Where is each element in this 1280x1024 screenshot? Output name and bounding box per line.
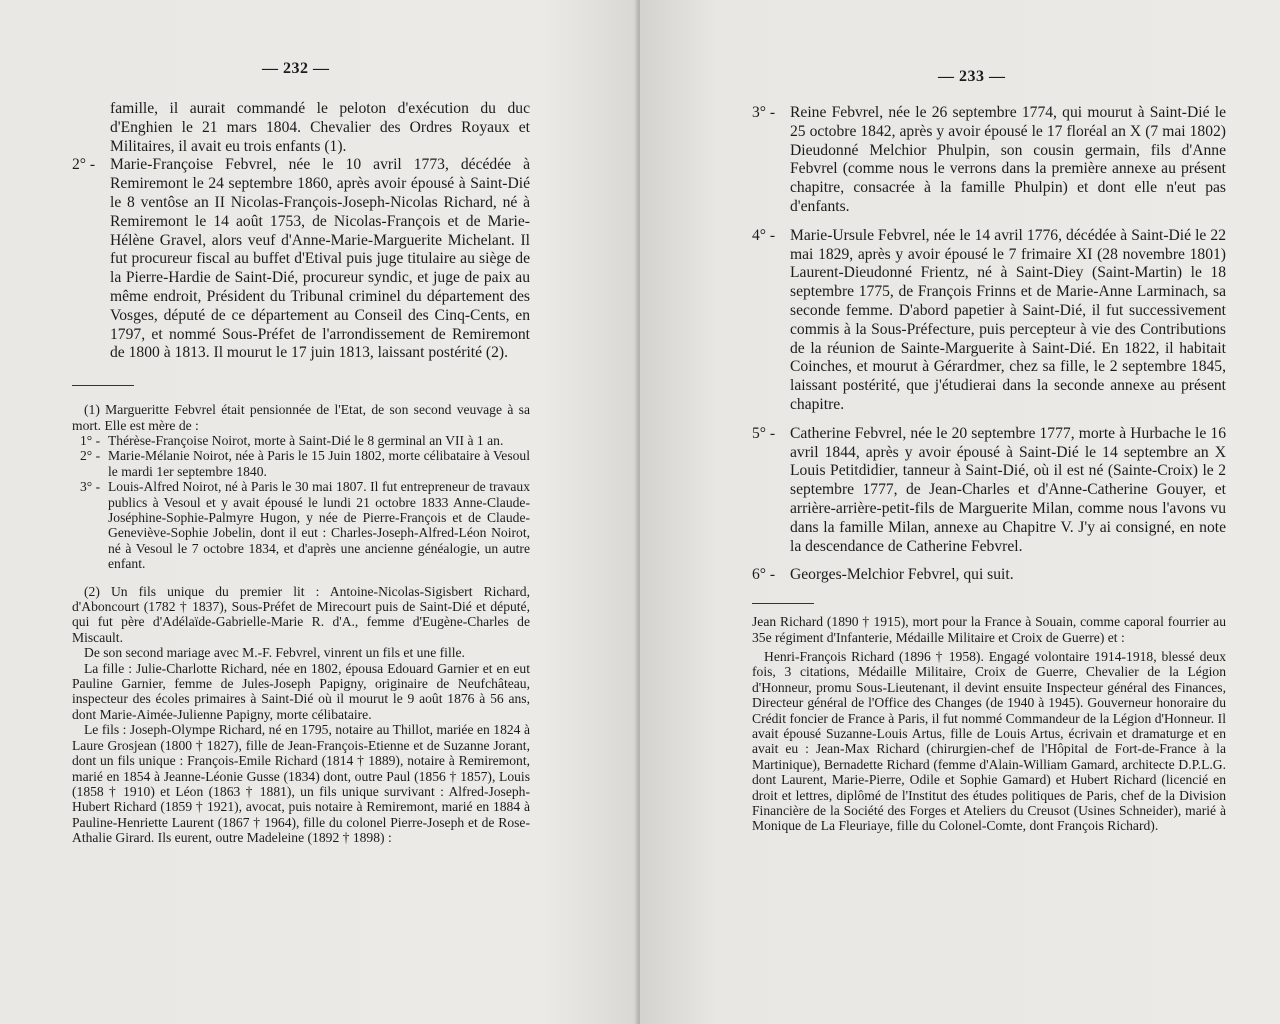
page-number-left: — 232 —: [262, 60, 330, 77]
entry-marker: 3° -: [752, 104, 776, 121]
footnote-p2: Henri-François Richard (1896 † 1958). Engagé volontaire 1914-1918, blessé deux fois, 3 citations, Médaille Militaire, Croix de Guerre, Chevalier de la Légion d'Honneur, promu Sous-Lieutenant, il devint ensuite Inspecteur général des Finances, Directeur général de l'Office des Changes (de 1940 à 1945). Gouverneur honoraire du Crédit foncier de France à Paris, il fut nommé Commandeur de la Légion d'Honneur. Il avait épousé Suzanne-Louis Artus, fille de Louis Artus, écrivain et dramaturge et en avait eu : Jean-Max Richard (chirurgien-chef de l'Hôpital de Fort-de-France à la Martinique), Bernadette Richard (femme d'Alain-William Gamard, architecte D.P.L.G. dont Laurent, Marie-Pierre, Odile et Sophie Gamard) et Hubert Richard (licencié en droit et lettres, diplômé de l'Institut des études politiques de Paris, chef de la Division Financière de la Société des Forges et Ateliers du Creusot (Usines Schneider), marié à Monique de La Fleuriaye, fille du Colonel-Comte, dont François Richard).: [752, 648, 1226, 834]
entry-text: Georges-Melchior Febvrel, qui suit.: [790, 566, 1014, 584]
entry-3: [752, 104, 1226, 217]
item-text: Louis-Alfred Noirot, né à Paris le 30 mai 1807. Il fut entrepreneur de travaux publics à Vesoul et y avait épousé le lundi 21 octobre 1833 Anne-Claude-Joséphine-Sophie-Palmyre Hugon, y née de Pierre-François et de Claude-Geneviève-Sophie Jobelin, dont il eut : Charles-Joseph-Alfred-Léon Noirot, né à Vesoul le 7 octobre 1834, et d'après une ancienne généalogie, un autre enfant.: [108, 479, 530, 572]
entry-marker: 6° -: [752, 566, 776, 584]
right-page: [640, 0, 1280, 1024]
footnote-2: [72, 584, 530, 846]
item-marker: 1° -: [80, 432, 101, 448]
right-page-body: [752, 104, 1226, 834]
footnote-1: [72, 402, 530, 571]
footnote-2-p4: Le fils : Joseph-Olympe Richard, né en 1795, notaire au Thillot, mariée en 1824 à Laure Grosjean (1800 † 1827), fille de Jean-François-Etienne et de Suzanne Jorant, dont un fils unique : François-Emile Richard (1814 † 1889), notaire à Remiremont, marié en 1854 à Jeanne-Léonie Gusse (1834) dont, outre Paul (1856 † 1857), Louis (1858 † 1910) et Léon (1863 † 1881), un fils unique survivant : Alfred-Joseph-Hubert Richard (1859 † 1921), avocat, puis notaire à Remiremont, marié en 1884 à Pauline-Henriette Laurent (1867 † 1964), fille du colonel Pierre-Joseph et de Rose-Athalie Girard. Ils eurent, outre Madeleine (1892 † 1898) :: [72, 722, 530, 846]
entry-text: Catherine Febvrel, née le 20 septembre 1777, morte à Hurbache le 16 avril 1844, après y avoir épousé à Saint-Dié le 14 septembre an X Louis Petitdidier, tanneur à Saint-Dié, où il est né (Sainte-Croix) le 2 septembre 1777, de Jean-Charles et d'Anne-Catherine Gouyer, et arrière-arrière-petit-fils de Marguerite Milan, comme nous l'avons vu dans la famille Milan, annexe au Chapitre V. J'y ai consigné, en note la descendance de Catherine Febvrel.: [790, 424, 1226, 555]
entry-4: [752, 227, 1226, 415]
entry-text: Marie-Françoise Febvrel, née le 10 avril 1773, décédée à Remiremont le 24 septembre 1860, après avoir épousé à Saint-Dié le 8 ventôse an II Nicolas-François-Joseph-Nicolas Richard, né à Remiremont le 14 août 1753, de Nicolas-François et de Marie-Hélène Gravel, alors veuf d'Anne-Marie-Marguerite Michelant. Il fut procureur fiscal au buffet d'Etival puis juge titulaire au siège de la Pierre-Hardie de Saint-Dié, procureur syndic, et juge de paix au même endroit, Président du Tribunal criminel du département des Vosges, député de ce département au Conseil des Cinq-Cents, en 1797, et nommé Sous-Préfet de l'arrondissement de Remiremont de 1800 à 1813. Il mourut le 17 juin 1813, laissant postérité (2).: [110, 156, 530, 362]
item-marker: 3° -: [80, 479, 101, 495]
footnote-2-p2: De son second mariage avec M.-F. Febvrel, vinrent un fils et une fille.: [84, 645, 465, 661]
continuation-paragraph: famille, il aurait commandé le peloton d'exécution du duc d'Enghien le 21 mars 1804. Chevalier des Ordres Royaux et Militaires, il avait eu trois enfants (1).: [110, 100, 530, 155]
footnote-separator: [72, 385, 134, 386]
footnote-p1: Jean Richard (1890 † 1915), mort pour la France à Souain, comme caporal fourrier au 35e régiment d'Infanterie, Médaille Militaire et Croix de Guerre) et :: [752, 614, 1226, 645]
footnote-continuation: [752, 614, 1226, 834]
item-text: Thérèse-Françoise Noirot, morte à Saint-Dié le 8 germinal an VII à 1 an.: [108, 432, 504, 448]
entry-marker: 4° -: [752, 226, 776, 244]
page-number-right: — 233 —: [938, 68, 1006, 85]
footnote-separator: [752, 603, 814, 604]
footnote-1-intro: (1) Margueritte Febvrel était pensionnée de l'Etat, de son second veuvage à sa mort. Elle est mère de :: [72, 402, 530, 433]
entry-6: [752, 566, 1226, 585]
left-page-body: [72, 100, 530, 846]
entry-2: [72, 156, 530, 363]
footnote-1-item: [80, 448, 530, 479]
entry-text: Reine Febvrel, née le 26 septembre 1774, qui mourut à Saint-Dié le 25 octobre 1842, après y avoir épousé le 17 floréal an X (7 mai 1802) Dieudonné Melchior Phulpin, son cousin germain, fils d'Anne Febvrel (comme nous le verrons dans la première annexe au présent chapitre, consacrée à la famille Phulpin) et dont elle n'eut pas d'enfants.: [790, 104, 1226, 215]
item-marker: 2° -: [80, 448, 101, 464]
entry-marker: 5° -: [752, 424, 776, 442]
entry-text: Marie-Ursule Febvrel, née le 14 avril 1776, décédée à Saint-Dié le 22 mai 1829, après y avoir épousé le 7 frimaire XI (28 novembre 1801) Laurent-Dieudonné Frientz, né à Saint-Diey (Saint-Martin) le 18 septembre 1775, de François Frinns et de Marie-Anne Larminach, sa seconde femme. D'abord papetier à Saint-Dié, il fut successivement commis à la Sous-Préfecture, puis percepteur à vie des Contributions de la réunion de Sainte-Marguerite à Saint-Dié. En 1822, il habitait Coinches, et mourut à Gérardmer, chez sa fille, le 2 septembre 1845, laissant postérité, que j'étudierai dans la seconde annexe au présent chapitre.: [790, 226, 1226, 413]
item-text: Marie-Mélanie Noirot, née à Paris le 15 Juin 1802, morte célibataire à Vesoul le mardi 1er septembre 1840.: [108, 448, 530, 479]
footnote-1-item: [80, 479, 530, 571]
entry-marker: 2° -: [72, 156, 96, 174]
footnote-2-p3: La fille : Julie-Charlotte Richard, née en 1802, épousa Edouard Garnier et en eut Pauline Garnier, femme de Jules-Joseph Papigny, originaire de Neufchâteau, inspecteur des écoles primaires à Saint-Dié où il mourut le 9 août 1876 à 56 ans, dont Marie-Aimée-Julienne Papigny, morte célibataire.: [72, 660, 530, 722]
footnote-2-p1: (2) Un fils unique du premier lit : Antoine-Nicolas-Sigisbert Richard, d'Aboncourt (1782 † 1837), Sous-Préfet de Mirecourt puis de Saint-Dié et député, qui fut père d'Adélaïde-Gabrielle-Marie R. d'A., femme d'Eugène-Charles de Miscault.: [72, 583, 530, 645]
footnote-1-item: [80, 433, 530, 448]
entry-5: [752, 425, 1226, 557]
